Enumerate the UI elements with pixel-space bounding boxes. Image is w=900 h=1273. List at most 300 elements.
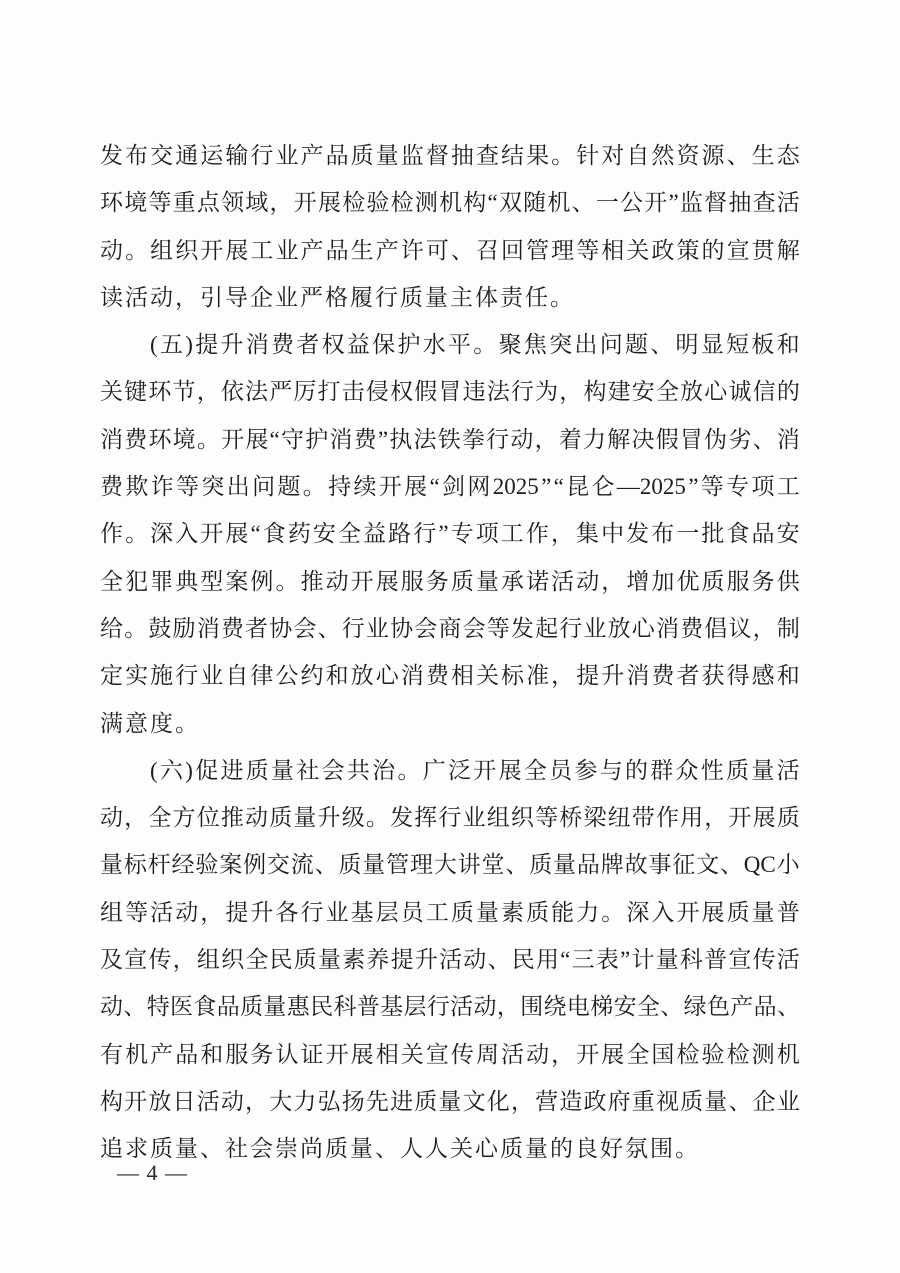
glyph: 全	[626, 1041, 650, 1067]
glyph: 对	[601, 143, 625, 168]
glyph: 验	[195, 852, 219, 878]
glyph: 源	[701, 143, 725, 168]
glyph: 机	[439, 190, 463, 216]
glyph: 标	[501, 663, 524, 689]
glyph: 给	[100, 615, 123, 641]
glyph: 发	[626, 521, 650, 547]
glyph: 违	[462, 379, 486, 405]
glyph: 性	[700, 757, 724, 783]
glyph: 结	[501, 143, 524, 168]
glyph: 开	[325, 1041, 349, 1067]
glyph: 消	[100, 426, 123, 452]
glyph: 造	[559, 1088, 583, 1114]
glyph: 基	[380, 994, 404, 1020]
glyph: 提	[390, 947, 414, 973]
glyph: 活	[439, 947, 463, 973]
document-line	[100, 227, 800, 274]
glyph: 励	[172, 615, 196, 641]
glyph: 动	[245, 805, 269, 831]
glyph: 进	[390, 1088, 414, 1114]
glyph: 、	[776, 994, 800, 1020]
glyph: 相	[601, 237, 625, 263]
glyph: 量	[655, 947, 679, 973]
glyph: “	[487, 190, 498, 216]
glyph: 动	[463, 947, 487, 973]
glyph: 、	[487, 947, 511, 973]
document-line	[100, 794, 800, 841]
glyph: 日	[172, 1088, 196, 1114]
glyph: 务	[751, 568, 775, 594]
glyph: 行	[486, 426, 510, 452]
glyph: 传	[148, 947, 172, 973]
glyph: 焦	[523, 332, 547, 358]
glyph: 服	[225, 1041, 249, 1067]
glyph: 府	[607, 1088, 631, 1114]
glyph: ，	[172, 947, 196, 973]
glyph: 活	[776, 947, 800, 973]
glyph: 构	[100, 1088, 123, 1114]
glyph: 公	[275, 663, 299, 689]
glyph: 层	[403, 994, 427, 1020]
glyph: 带	[631, 805, 655, 831]
glyph: 验	[366, 190, 390, 216]
glyph: 自	[225, 663, 249, 689]
glyph: 民	[511, 947, 535, 973]
glyph: 有	[100, 1041, 123, 1067]
glyph: 抽	[450, 143, 474, 168]
glyph: 、	[660, 994, 684, 1020]
glyph: 严	[269, 379, 293, 405]
document-line	[100, 936, 800, 983]
glyph: 机	[125, 1041, 149, 1067]
glyph: 全	[523, 757, 547, 783]
glyph: 质	[240, 994, 264, 1020]
glyph: 入	[175, 521, 199, 547]
glyph: 特	[146, 994, 170, 1020]
glyph: 推	[300, 568, 324, 594]
glyph: 网	[467, 474, 491, 500]
glyph: 升	[601, 663, 625, 689]
glyph: 开	[293, 190, 317, 216]
glyph: 通	[175, 143, 199, 168]
glyph: 组	[196, 947, 220, 973]
glyph: 布	[125, 143, 149, 168]
glyph: 费	[100, 474, 123, 500]
glyph: 。	[397, 757, 421, 783]
glyph: 然	[651, 143, 675, 168]
glyph: 展	[225, 521, 249, 547]
glyph: 产	[150, 1041, 174, 1067]
glyph: 讲	[457, 852, 481, 878]
glyph: 活	[450, 994, 474, 1020]
glyph: 。	[601, 899, 625, 925]
glyph: 普	[704, 947, 728, 973]
glyph: 宣	[726, 237, 750, 263]
glyph: 织	[175, 237, 199, 263]
glyph: 行	[341, 615, 365, 641]
paragraph-2	[100, 321, 800, 747]
glyph: 政	[583, 1088, 607, 1114]
glyph: 展	[701, 899, 725, 925]
glyph: 罪	[150, 568, 174, 594]
glyph: 。	[196, 426, 220, 452]
document-line	[100, 558, 800, 605]
glyph: 专	[726, 474, 750, 500]
glyph: 典	[175, 568, 199, 594]
glyph: 量	[293, 805, 317, 831]
glyph: 护	[305, 426, 329, 452]
glyph: 堂	[481, 852, 505, 878]
glyph: )	[185, 332, 193, 358]
glyph: 产	[730, 994, 754, 1020]
glyph: 品	[216, 994, 240, 1020]
glyph: 展	[601, 1041, 625, 1067]
glyph: 持	[328, 474, 352, 500]
glyph: 得	[726, 663, 750, 689]
glyph: 的	[701, 237, 725, 263]
glyph: 、	[450, 237, 474, 263]
glyph: 策	[676, 237, 700, 263]
glyph: 假	[655, 426, 679, 452]
glyph: 活	[196, 1088, 220, 1114]
glyph: 发	[390, 805, 414, 831]
glyph: 交	[150, 143, 174, 168]
glyph: 费	[271, 332, 295, 358]
glyph: 。	[551, 143, 575, 168]
glyph: 企	[752, 1088, 776, 1114]
glyph: 质	[776, 805, 800, 831]
glyph: 法	[413, 426, 437, 452]
glyph: 回	[501, 237, 524, 263]
glyph: 布	[651, 521, 675, 547]
glyph: 绿	[683, 994, 707, 1020]
glyph: 工	[500, 521, 524, 547]
glyph: 服	[400, 568, 424, 594]
glyph: 质	[293, 947, 317, 973]
glyph: 费	[124, 426, 148, 452]
glyph: 品	[175, 1041, 199, 1067]
glyph: 聚	[498, 332, 522, 358]
glyph: 劣	[728, 426, 752, 452]
glyph: 行	[559, 615, 583, 641]
glyph: 依	[220, 379, 244, 405]
glyph: 构	[463, 190, 487, 216]
glyph: 业	[583, 615, 607, 641]
glyph: 承	[501, 568, 524, 594]
glyph: 质	[701, 568, 725, 594]
glyph: 等	[486, 615, 510, 641]
glyph: 查	[752, 190, 776, 216]
glyph: 定	[100, 663, 123, 689]
glyph: 牌	[600, 852, 624, 878]
glyph: 领	[221, 190, 245, 216]
glyph: 全	[148, 805, 172, 831]
document-line: 追求质量、社会崇尚质量、人人关心质量的良好氛围。	[100, 1136, 700, 1162]
glyph: 动	[100, 237, 123, 263]
glyph: 。	[125, 521, 149, 547]
glyph: 昆	[566, 474, 590, 500]
document-line	[100, 321, 800, 368]
glyph: 三	[571, 947, 595, 973]
glyph: 展	[350, 1041, 374, 1067]
glyph: 证	[300, 1041, 324, 1067]
glyph: 厉	[293, 379, 317, 405]
glyph: 质	[526, 899, 550, 925]
glyph: 推	[220, 805, 244, 831]
glyph: 和	[776, 663, 800, 689]
glyph: 故	[624, 852, 648, 878]
glyph: 侵	[365, 379, 389, 405]
glyph: 各	[275, 899, 299, 925]
glyph: 等	[576, 237, 600, 263]
glyph: 、	[123, 994, 147, 1020]
glyph: 层	[375, 899, 399, 925]
glyph: 全	[636, 994, 660, 1020]
glyph: 进	[220, 757, 244, 783]
glyph: 施	[150, 663, 174, 689]
glyph: 流	[290, 852, 314, 878]
glyph: 国	[651, 1041, 675, 1067]
glyph: 公	[620, 190, 644, 216]
glyph: 输	[225, 143, 249, 168]
glyph: 督	[425, 143, 449, 168]
glyph: 生	[751, 143, 775, 168]
glyph: 突	[549, 332, 573, 358]
glyph: 活	[150, 899, 174, 925]
glyph: 六	[159, 757, 183, 783]
glyph: 管	[386, 852, 410, 878]
glyph: 事	[648, 852, 672, 878]
glyph: 态	[776, 143, 800, 168]
glyph: 针	[576, 143, 600, 168]
glyph: 构	[583, 379, 607, 405]
glyph: 业	[365, 615, 389, 641]
glyph: (	[150, 332, 158, 358]
glyph: 测	[414, 190, 438, 216]
glyph: 宣	[728, 947, 752, 973]
glyph: 力	[293, 1088, 317, 1114]
glyph: 议	[728, 615, 752, 641]
glyph: 协	[390, 615, 414, 641]
document-body	[100, 132, 800, 1173]
glyph: 开	[644, 190, 668, 216]
glyph: 。	[275, 568, 299, 594]
glyph: 力	[576, 899, 600, 925]
glyph: 品	[753, 994, 777, 1020]
glyph: 执	[389, 426, 413, 452]
glyph: 政	[651, 237, 675, 263]
glyph: “	[269, 426, 280, 452]
glyph: 督	[704, 190, 728, 216]
glyph: 品	[325, 143, 349, 168]
glyph: 协	[269, 615, 293, 641]
glyph: 动	[175, 899, 199, 925]
glyph: ，	[601, 568, 625, 594]
glyph: 安	[613, 994, 637, 1020]
glyph: 心	[375, 663, 399, 689]
glyph: 量	[475, 899, 499, 925]
glyph: 经	[171, 852, 195, 878]
glyph: 组	[486, 805, 510, 831]
glyph: 开	[200, 521, 224, 547]
glyph: 开	[200, 237, 224, 263]
glyph: 费	[425, 663, 449, 689]
glyph: 活	[776, 757, 800, 783]
glyph: 表	[595, 947, 619, 973]
glyph: 征	[672, 852, 696, 878]
glyph: 质	[726, 899, 750, 925]
glyph: 消	[776, 426, 800, 452]
glyph: 等	[700, 474, 724, 500]
document-line	[100, 841, 800, 888]
glyph: 等	[148, 190, 172, 216]
glyph: 作	[525, 521, 549, 547]
glyph: 心	[631, 615, 655, 641]
glyph: 参	[574, 757, 598, 783]
document-line: 满意度。	[100, 710, 200, 736]
glyph: 周	[475, 1041, 499, 1067]
glyph: 、	[752, 426, 776, 452]
glyph: 相	[450, 663, 474, 689]
glyph: 信	[752, 379, 776, 405]
glyph: 检	[342, 190, 366, 216]
glyph: 消	[655, 615, 679, 641]
glyph: 贯	[751, 237, 775, 263]
glyph: 实	[125, 663, 149, 689]
glyph: 动	[576, 568, 600, 594]
glyph: 开	[576, 1041, 600, 1067]
glyph: 欺	[125, 474, 149, 500]
glyph: 扬	[341, 1088, 365, 1114]
glyph: 法	[486, 379, 510, 405]
glyph: 升	[220, 332, 244, 358]
glyph: 科	[333, 994, 357, 1020]
glyph: 解	[776, 237, 800, 263]
glyph: 开	[473, 757, 497, 783]
glyph: 量	[317, 947, 341, 973]
document-line	[100, 983, 800, 1030]
glyph: 入	[651, 899, 675, 925]
glyph: 大	[433, 852, 457, 878]
glyph: 基	[350, 899, 374, 925]
glyph: 用	[535, 947, 559, 973]
glyph: 许	[400, 237, 424, 263]
glyph: 环	[148, 426, 172, 452]
glyph: 题	[624, 332, 648, 358]
glyph: 的	[624, 757, 648, 783]
glyph: 工	[776, 474, 800, 500]
glyph: 打	[317, 379, 341, 405]
glyph: “	[250, 521, 261, 547]
glyph: 量	[362, 852, 386, 878]
glyph: 理	[551, 237, 575, 263]
glyph: 开	[728, 805, 752, 831]
glyph: 铁	[437, 426, 461, 452]
glyph: 可	[425, 237, 449, 263]
glyph: 宣	[425, 1041, 449, 1067]
glyph: 会	[414, 615, 438, 641]
glyph: “	[560, 947, 571, 973]
glyph: 。	[365, 805, 389, 831]
glyph: “	[553, 474, 564, 500]
glyph: 产	[300, 237, 324, 263]
glyph: ，	[124, 805, 148, 831]
glyph: ，	[752, 615, 776, 641]
glyph: 商	[438, 615, 462, 641]
glyph: ，	[496, 994, 520, 1020]
glyph: 会	[462, 615, 486, 641]
glyph: 、	[317, 615, 341, 641]
glyph: (	[150, 757, 158, 783]
glyph: 员	[400, 899, 424, 925]
glyph: 行	[175, 663, 199, 689]
glyph: 作	[655, 805, 679, 831]
glyph: 域	[245, 190, 269, 216]
glyph: 质	[350, 143, 374, 168]
glyph: ，	[245, 1088, 269, 1114]
glyph: 食	[193, 994, 217, 1020]
glyph: —2025	[616, 474, 686, 500]
glyph: 键	[124, 379, 148, 405]
glyph: 梁	[583, 805, 607, 831]
glyph: 环	[100, 190, 123, 216]
paragraph-3	[100, 747, 800, 1173]
glyph: 桥	[559, 805, 583, 831]
glyph: 理	[409, 852, 433, 878]
glyph: ”	[438, 521, 449, 547]
glyph: 剑	[442, 474, 466, 500]
glyph: 食	[726, 521, 750, 547]
glyph: 放	[680, 379, 704, 405]
glyph: 量	[704, 1088, 728, 1114]
glyph: 运	[200, 143, 224, 168]
glyph: 权	[321, 332, 345, 358]
glyph: 益	[346, 332, 370, 358]
glyph: 化	[486, 1088, 510, 1114]
glyph: 权	[390, 379, 414, 405]
glyph: 行	[438, 805, 462, 831]
glyph: 诚	[728, 379, 752, 405]
glyph: 质	[245, 757, 269, 783]
glyph: 等	[125, 899, 149, 925]
glyph: 服	[726, 568, 750, 594]
glyph: 活	[776, 190, 800, 216]
glyph: ，	[704, 805, 728, 831]
glyph: 计	[631, 947, 655, 973]
glyph: 问	[599, 332, 623, 358]
glyph: 能	[551, 899, 575, 925]
glyph: 电	[566, 994, 590, 1020]
glyph: 检	[726, 1041, 750, 1067]
glyph: 境	[172, 426, 196, 452]
glyph: QC	[743, 852, 776, 878]
glyph: 行	[413, 521, 437, 547]
glyph: 促	[195, 757, 219, 783]
glyph: 境	[124, 190, 148, 216]
glyph: 杆	[147, 852, 171, 878]
glyph: 着	[558, 426, 582, 452]
glyph: 养	[366, 947, 390, 973]
glyph: ”	[620, 947, 631, 973]
glyph: 开	[124, 1088, 148, 1114]
glyph: 优	[676, 568, 700, 594]
glyph: 产	[300, 143, 324, 168]
glyph: 行	[426, 994, 450, 1020]
glyph: 展	[375, 568, 399, 594]
document-line	[100, 605, 800, 652]
glyph: 动	[220, 1088, 244, 1114]
glyph: 品	[576, 852, 600, 878]
